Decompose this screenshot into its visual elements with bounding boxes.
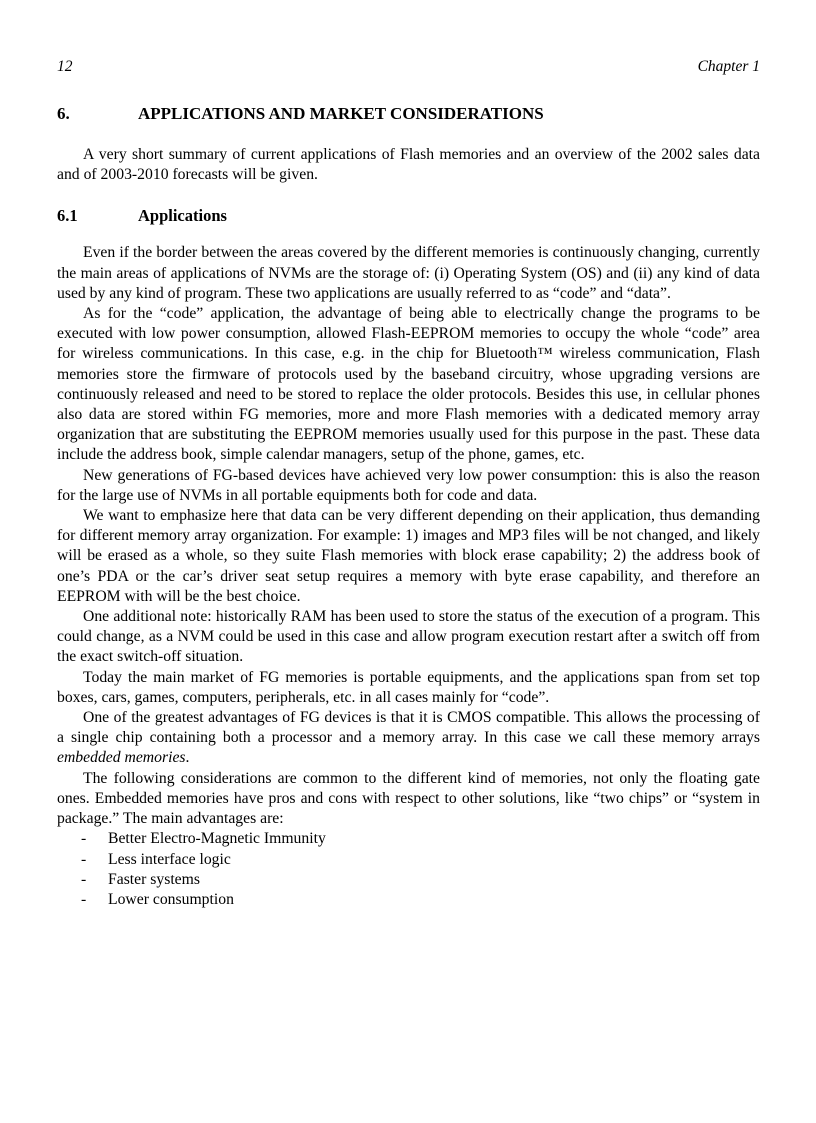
section-title: APPLICATIONS AND MARKET CONSIDERATIONS: [138, 104, 544, 123]
dash-marker-icon: -: [81, 890, 87, 908]
paragraph: We want to emphasize here that data can be very different depending on their application, thus demanding for different memory array organization. For example: 1) images and MP3 files will be not changed, and likely will be erased as a whole, so they suite Flash memories with block erase capability; 2) the address book of one’s PDA or the car’s driver seat setup requires a memory with byte erase capability, and therefore an EEPROM with will be the best choice.: [57, 507, 760, 605]
paragraph-embedded-memories: [57, 708, 760, 769]
advantages-list: [57, 829, 760, 910]
paragraph-text-lead: One of the greatest advantages of FG devices is that it is CMOS compatible. This allows the processing of a single chip containing both a processor and a memory array. In this case we call these memory arrays: [57, 709, 760, 747]
list-item: [57, 890, 760, 910]
paragraph-considerations: The following considerations are common to the different kind of memories, not only the floating gate ones. Embedded memories have pros and cons with respect to other solutions, like “two chips” or “system in package.” The main advantages are:: [57, 769, 760, 828]
paragraph: One additional note: historically RAM has been used to store the status of the execution of a program. This could change, as a NVM could be used in this case and allow program execution restart after a switch off from the exact switch-off situation.: [57, 608, 760, 666]
paragraph: Even if the border between the areas covered by the different memories is continuously changing, currently the main areas of applications of NVMs are the storage of: (i) Operating System (OS) and (ii) any kind of data used by any kind of program. These two applications are usually referred to as “code” and “data”.: [57, 244, 760, 302]
emphasis-embedded-memories: embedded memories: [57, 749, 186, 767]
page-content: [57, 57, 760, 910]
subsection-heading: [57, 205, 760, 227]
list-item: [57, 850, 760, 870]
list-item-label: Less interface logic: [108, 850, 231, 868]
list-item-label: Better Electro-Magnetic Immunity: [108, 830, 326, 848]
dash-marker-icon: -: [81, 850, 87, 868]
section-heading: [57, 103, 760, 125]
section-number: 6.: [57, 104, 70, 123]
paragraph: As for the “code” application, the advantage of being able to electrically change the programs to be executed with low power consumption, allowed Flash-EEPROM memories to occupy the whole “code” area for wireless communications. In this case, e.g. in the chip for Bluetooth™ wireless communication, Flash memories store the firmware of protocols used by the baseband circuitry, whose upgrading versions are continuously released and need to be stored to replace the older protocols. Besides this use, in cellular phones also data are stored within FG memories, more and more Flash memories with a dedicated memory array organization that are substituting the EEPROM memories usually used for this purpose in the past. These data include the address book, simple calendar managers, setup of the phone, games, etc.: [57, 305, 760, 464]
running-header: [57, 57, 760, 77]
list-item: [57, 870, 760, 890]
dash-marker-icon: -: [81, 870, 87, 888]
page-number: 12: [57, 58, 73, 75]
dash-marker-icon: -: [81, 830, 87, 848]
paragraph: Today the main market of FG memories is portable equipments, and the applications span from set top boxes, cars, games, computers, peripherals, etc. in all cases mainly for “code”.: [57, 668, 760, 706]
chapter-label: Chapter 1: [697, 58, 760, 75]
list-item-label: Faster systems: [108, 870, 200, 888]
paragraph-text-tail: .: [185, 749, 190, 767]
subsection-number: 6.1: [57, 206, 78, 226]
list-item: [57, 829, 760, 849]
subsection-title: Applications: [138, 206, 227, 226]
paragraph: New generations of FG-based devices have achieved very low power consumption: this is also the reason for the large use of NVMs in all portable equipments both for code and data.: [57, 466, 760, 504]
section-intro-paragraph: A very short summary of current applications of Flash memories and an overview of the 2002 sales data and of 2003-2010 forecasts will be given.: [57, 146, 760, 184]
list-item-label: Lower consumption: [108, 890, 234, 908]
